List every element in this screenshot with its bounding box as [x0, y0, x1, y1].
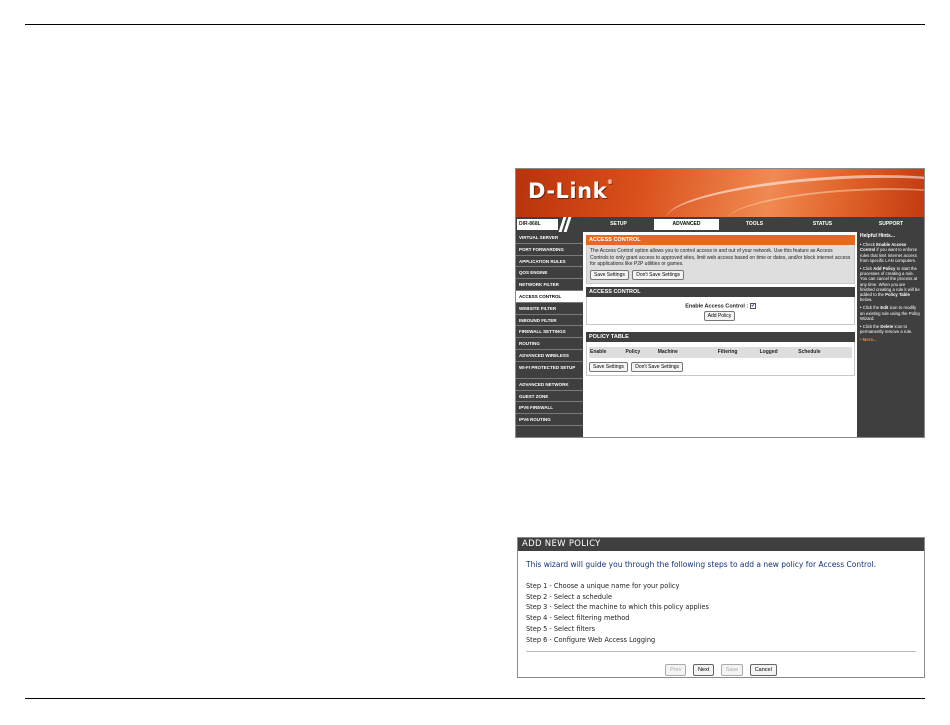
- policy-table-body: [586, 342, 855, 376]
- wizard-steps: [526, 581, 924, 645]
- sidebar-item-guest-zone[interactable]: GUEST ZONE: [516, 391, 583, 403]
- dont-save-settings-button[interactable]: Don't Save Settings: [632, 270, 684, 280]
- next-button[interactable]: Next: [693, 664, 714, 676]
- tab-status[interactable]: STATUS: [812, 221, 833, 227]
- sidebar-item-application-rules[interactable]: APPLICATION RULES: [516, 256, 583, 268]
- enable-access-control-label: Enable Access Control :: [685, 302, 749, 309]
- sidebar-item-website-filter[interactable]: WEBSITE FILTER: [516, 303, 583, 315]
- main-content: [586, 235, 855, 376]
- wizard-title: ADD NEW POLICY: [518, 538, 924, 551]
- sidebar-item-ipv6-firewall[interactable]: IPV6 FIREWALL: [516, 402, 583, 414]
- bottom-rule: [25, 698, 925, 699]
- wizard-step-2: Step 2 - Select a schedule: [526, 592, 612, 601]
- col-logged: Logged: [759, 347, 798, 358]
- wizard-buttons: [518, 658, 924, 676]
- sidebar-item-advanced-wireless[interactable]: ADVANCED WIRELESS: [516, 350, 583, 362]
- enable-access-control-checkbox[interactable]: ✓: [750, 302, 756, 309]
- hints-title: Helpful Hints...: [860, 233, 895, 239]
- wizard-intro: This wizard will guide you through the following steps to add a new policy for Access Control.: [526, 560, 877, 569]
- wizard-divider: [526, 651, 916, 652]
- tab-support[interactable]: SUPPORT: [878, 221, 904, 227]
- col-schedule: Schedule: [797, 347, 844, 358]
- wizard-step-1: Step 1 - Choose a unique name for your policy: [526, 582, 680, 590]
- top-rule: [25, 24, 925, 25]
- sidebar-item-inbound-filter[interactable]: INBOUND FILTER: [516, 315, 583, 327]
- wizard-step-5: Step 5 - Select filters: [526, 624, 596, 633]
- sidebar-item-advanced-network[interactable]: ADVANCED NETWORK: [516, 379, 583, 391]
- policy-table-header-row: [589, 347, 852, 358]
- prev-button[interactable]: Prev: [665, 664, 686, 676]
- helpful-hints-panel: [857, 232, 924, 438]
- brand-banner: [516, 169, 924, 217]
- intro-description: The Access Control option allows you to control access in and out of your network. Use this feature as Access Controls to only grant access to approved sites, limit web access based on time or dates, and/or block internet access for applications like P2P utilities or games.: [590, 248, 851, 267]
- sidebar-item-virtual-server[interactable]: VIRTUAL SERVER: [516, 232, 583, 244]
- sidebar-item-routing[interactable]: ROUTING: [516, 338, 583, 350]
- hint-add-policy: • Click Add Policy to start the processes of creating a rule. You can cancel the process at any time. When you are finished creating a rule it will be added to the Policy Table below.: [860, 266, 920, 303]
- hint-delete: • Click the Delete icon to permanently remove a rule.: [860, 324, 913, 335]
- col-enable: Enable: [589, 347, 624, 358]
- sidebar-item-access-control[interactable]: ACCESS CONTROL: [516, 291, 583, 303]
- col-actions: [844, 347, 852, 358]
- model-label: DIR-868L: [517, 219, 558, 230]
- tab-advanced[interactable]: ADVANCED: [654, 219, 719, 230]
- policy-table-title: POLICY TABLE: [586, 332, 855, 342]
- save-button[interactable]: Save: [721, 664, 744, 676]
- wizard-step-6: Step 6 - Configure Web Access Logging: [526, 635, 656, 644]
- add-new-policy-panel: [517, 537, 925, 678]
- intro-section-title: ACCESS CONTROL: [586, 235, 855, 245]
- hint-enable: • Check Enable Access Control if you want to enforce rules that limit Internet access from specific LAN computers.: [860, 242, 918, 263]
- top-navigation: [516, 217, 924, 232]
- save-settings-button[interactable]: Save Settings: [590, 270, 629, 280]
- sidebar-item-network-filter[interactable]: NETWORK FILTER: [516, 279, 583, 291]
- bottom-dont-save-settings-button[interactable]: Don't Save Settings: [631, 362, 683, 372]
- col-policy: Policy: [624, 347, 656, 358]
- sidebar-menu: [516, 232, 583, 438]
- sidebar-item-qos-engine[interactable]: QOS ENGINE: [516, 267, 583, 279]
- policy-table: [589, 347, 852, 358]
- sidebar-item-wifi-protected-setup[interactable]: WI-FI PROTECTED SETUP: [516, 362, 583, 379]
- tab-setup[interactable]: SETUP: [610, 221, 627, 227]
- hint-edit: • Click the Edit icon to modify an existing rule using the Policy Wizard.: [860, 305, 921, 321]
- sidebar-item-ipv6-routing[interactable]: IPV6 ROUTING: [516, 414, 583, 426]
- sidebar-item-firewall-settings[interactable]: FIREWALL SETTINGS: [516, 326, 583, 338]
- bottom-save-settings-button[interactable]: Save Settings: [589, 362, 628, 372]
- wizard-step-4: Step 4 - Select filtering method: [526, 614, 630, 623]
- tab-tools[interactable]: TOOLS: [745, 221, 764, 227]
- sidebar-item-port-forwarding[interactable]: PORT FORWARDING: [516, 244, 583, 256]
- intro-section-body: [586, 245, 855, 284]
- hints-more-link[interactable]: • More...: [860, 337, 877, 343]
- col-machine: Machine: [657, 347, 717, 358]
- dlink-logo: D-Link®: [528, 179, 614, 203]
- col-filtering: Filtering: [717, 347, 759, 358]
- cancel-button[interactable]: Cancel: [750, 664, 777, 676]
- add-policy-button[interactable]: Add Policy: [704, 311, 736, 321]
- access-section-body: [586, 297, 855, 326]
- router-admin-screenshot: [515, 168, 925, 438]
- access-section-title: ACCESS CONTROL: [586, 287, 855, 297]
- wizard-step-3: Step 3 - Select the machine to which this policy applies: [526, 603, 709, 612]
